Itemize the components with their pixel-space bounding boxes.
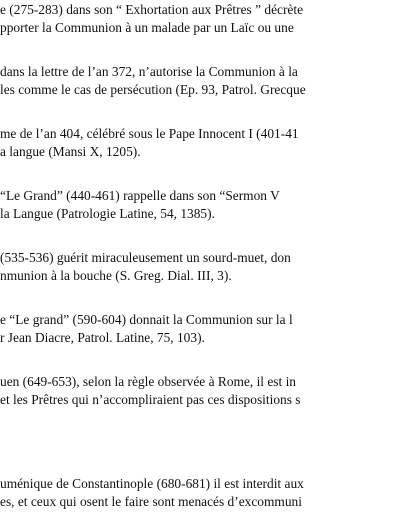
text-line: a langue (Mansi X, 1205).	[0, 144, 141, 159]
text-line: les comme le cas de persécution (Ep. 93, Patrol. Grecque	[0, 82, 306, 97]
text-line: r Jean Diacre, Patrol. Latine, 75, 103).	[0, 330, 205, 345]
text-line: uménique de Constantinople (680-681) il est interdit aux	[0, 476, 304, 491]
text-line: e “Le grand” (590-604) donnait la Communion sur la l	[0, 312, 293, 327]
text-line: me de l’an 404, célébré sous le Pape Innocent I (401-41	[0, 126, 299, 141]
text-line: nmunion à la bouche (S. Greg. Dial. III, 3).	[0, 268, 232, 283]
text-line: es, et ceux qui osent le faire sont menacés d’excommuni	[0, 494, 302, 509]
text-line: dans la lettre de l’an 372, n’autorise la Communion à la	[0, 64, 298, 79]
text-line: (535-536) guérit miraculeusement un sourd-muet, don	[0, 250, 291, 265]
text-line: uen (649-653), selon la règle observée à Rome, il est in	[0, 374, 296, 389]
text-line: e (275-283) dans son “ Exhortation aux Prêtres ” décrète	[0, 2, 304, 17]
text-line: “Le Grand” (440-461) rappelle dans son “Sermon V	[0, 188, 280, 203]
text-line: et les Prêtres qui n’accompliraient pas ces dispositions s	[0, 392, 301, 407]
text-line: la Langue (Patrologie Latine, 54, 1385).	[0, 206, 215, 221]
text-line: pporter la Communion à un malade par un Laïc ou une	[0, 20, 294, 35]
